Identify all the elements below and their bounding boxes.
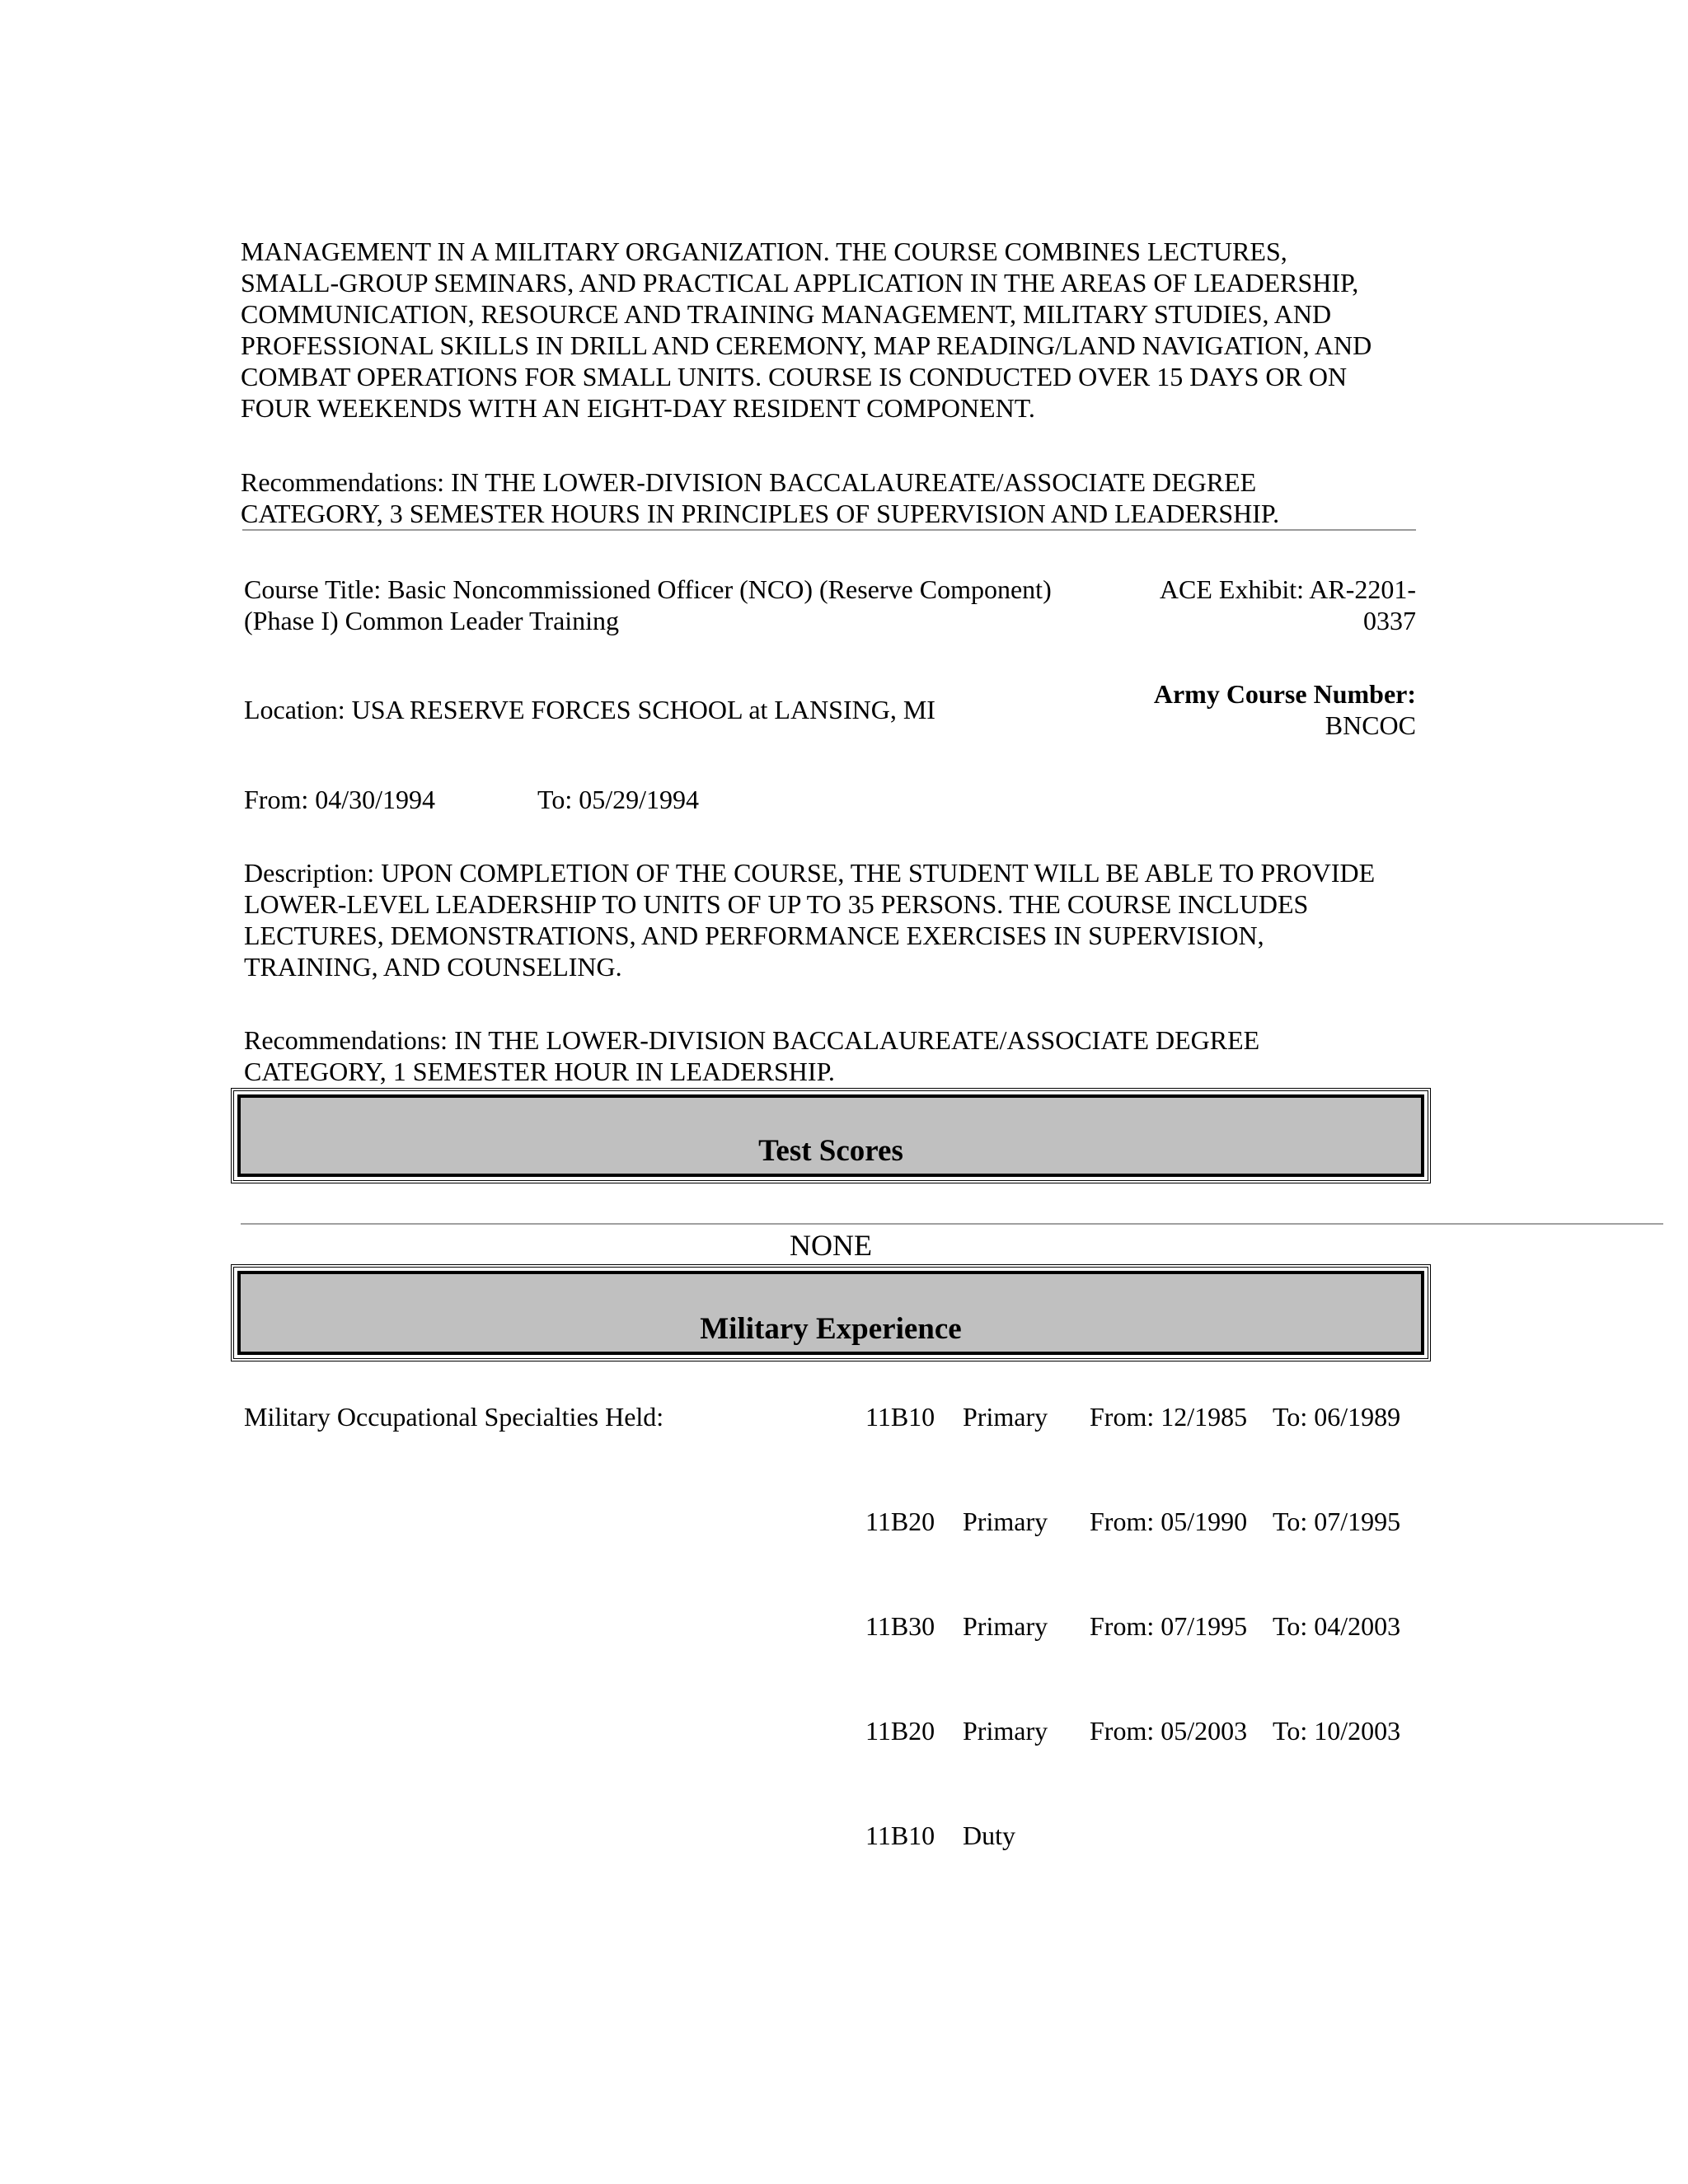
course-location: Location: USA RESERVE FORCES SCHOOL at LANSING, MI: [244, 695, 935, 724]
course-title: Course Title: Basic Noncommissioned Officer (NCO) (Reserve Component) (Phase I) Common Leader Training: [244, 574, 1052, 635]
mos-type: Primary: [963, 1716, 1048, 1746]
mos-code: 11B20: [865, 1507, 935, 1536]
first-recommendations: Recommendations: IN THE LOWER-DIVISION BACCALAUREATE/ASSOCIATE DEGREE CATEGORY, 3 SEMESTER HOURS IN PRINCIPLES OF SUPERVISION AND LEADERSHIP.: [241, 467, 1280, 528]
mos-type: Duty: [963, 1821, 1015, 1850]
army-course-number-label: Army Course Number:: [1153, 679, 1416, 709]
mos-row: [0, 1715, 1688, 1748]
course-description: Description: UPON COMPLETION OF THE COURSE, THE STUDENT WILL BE ABLE TO PROVIDE LOWER-LEVEL LEADERSHIP TO UNITS OF UP TO 35 PERSONS. THE COURSE INCLUDES LECTURES, DEMONSTRATIONS, AND PERFORMANCE EXERCISES IN SUPERVISION, TRAINING, AND COUNSELING.: [244, 858, 1376, 982]
course-to-date: To: 05/29/1994: [537, 785, 699, 814]
mos-row: [0, 1401, 1688, 1434]
mos-code: 11B20: [865, 1716, 935, 1746]
mos-type: Primary: [963, 1507, 1048, 1536]
military-experience-banner: [231, 1264, 1431, 1361]
mos-from: From: 05/2003: [1090, 1716, 1248, 1746]
army-course-number: BNCOC: [1325, 710, 1416, 740]
mos-type: Primary: [963, 1402, 1048, 1432]
mos-from: From: 05/1990: [1090, 1507, 1248, 1536]
mos-type: Primary: [963, 1611, 1048, 1641]
test-scores-value: NONE: [790, 1229, 872, 1262]
mos-row: [0, 1610, 1688, 1643]
mos-code: 11B10: [865, 1402, 935, 1432]
ace-exhibit: ACE Exhibit: AR-2201- 0337: [1159, 574, 1416, 635]
mos-from: From: 07/1995: [1090, 1611, 1248, 1641]
mos-code: 11B10: [865, 1821, 935, 1850]
test-scores-heading: Test Scores: [237, 1094, 1424, 1177]
test-scores-divider: [241, 1223, 1663, 1225]
mos-to: To: 06/1989: [1273, 1402, 1401, 1432]
section-divider: [242, 529, 1416, 531]
course-from-date: From: 04/30/1994: [244, 785, 436, 814]
military-experience-heading: Military Experience: [237, 1271, 1424, 1355]
mos-to: To: 07/1995: [1273, 1507, 1401, 1536]
mos-to: To: 04/2003: [1273, 1611, 1401, 1641]
mos-row: [0, 1820, 1688, 1853]
mos-code: 11B30: [865, 1611, 935, 1641]
mos-to: To: 10/2003: [1273, 1716, 1401, 1746]
intro-paragraph: MANAGEMENT IN A MILITARY ORGANIZATION. THE COURSE COMBINES LECTURES, SMALL-GROUP SEMINARS, AND PRACTICAL APPLICATION IN THE AREAS OF LEADERSHIP, COMMUNICATION, RESOURCE AND TRAINING MANAGEMENT, MILITARY STUDIES, AND PROFESSIONAL SKILLS IN DRILL AND CEREMONY, MAP READING/LAND NAVIGATION, AND COMBAT OPERATIONS FOR SMALL UNITS. COURSE IS CONDUCTED OVER 15 DAYS OR ON FOUR WEEKENDS WITH AN EIGHT-DAY RESIDENT COMPONENT.: [241, 237, 1372, 423]
test-scores-banner: [231, 1088, 1431, 1183]
mos-row: [0, 1506, 1688, 1539]
mos-from: From: 12/1985: [1090, 1402, 1248, 1432]
mos-label: Military Occupational Specialties Held:: [244, 1402, 664, 1432]
course-recommendations: Recommendations: IN THE LOWER-DIVISION BACCALAUREATE/ASSOCIATE DEGREE CATEGORY, 1 SEMESTER HOUR IN LEADERSHIP.: [244, 1025, 1260, 1086]
